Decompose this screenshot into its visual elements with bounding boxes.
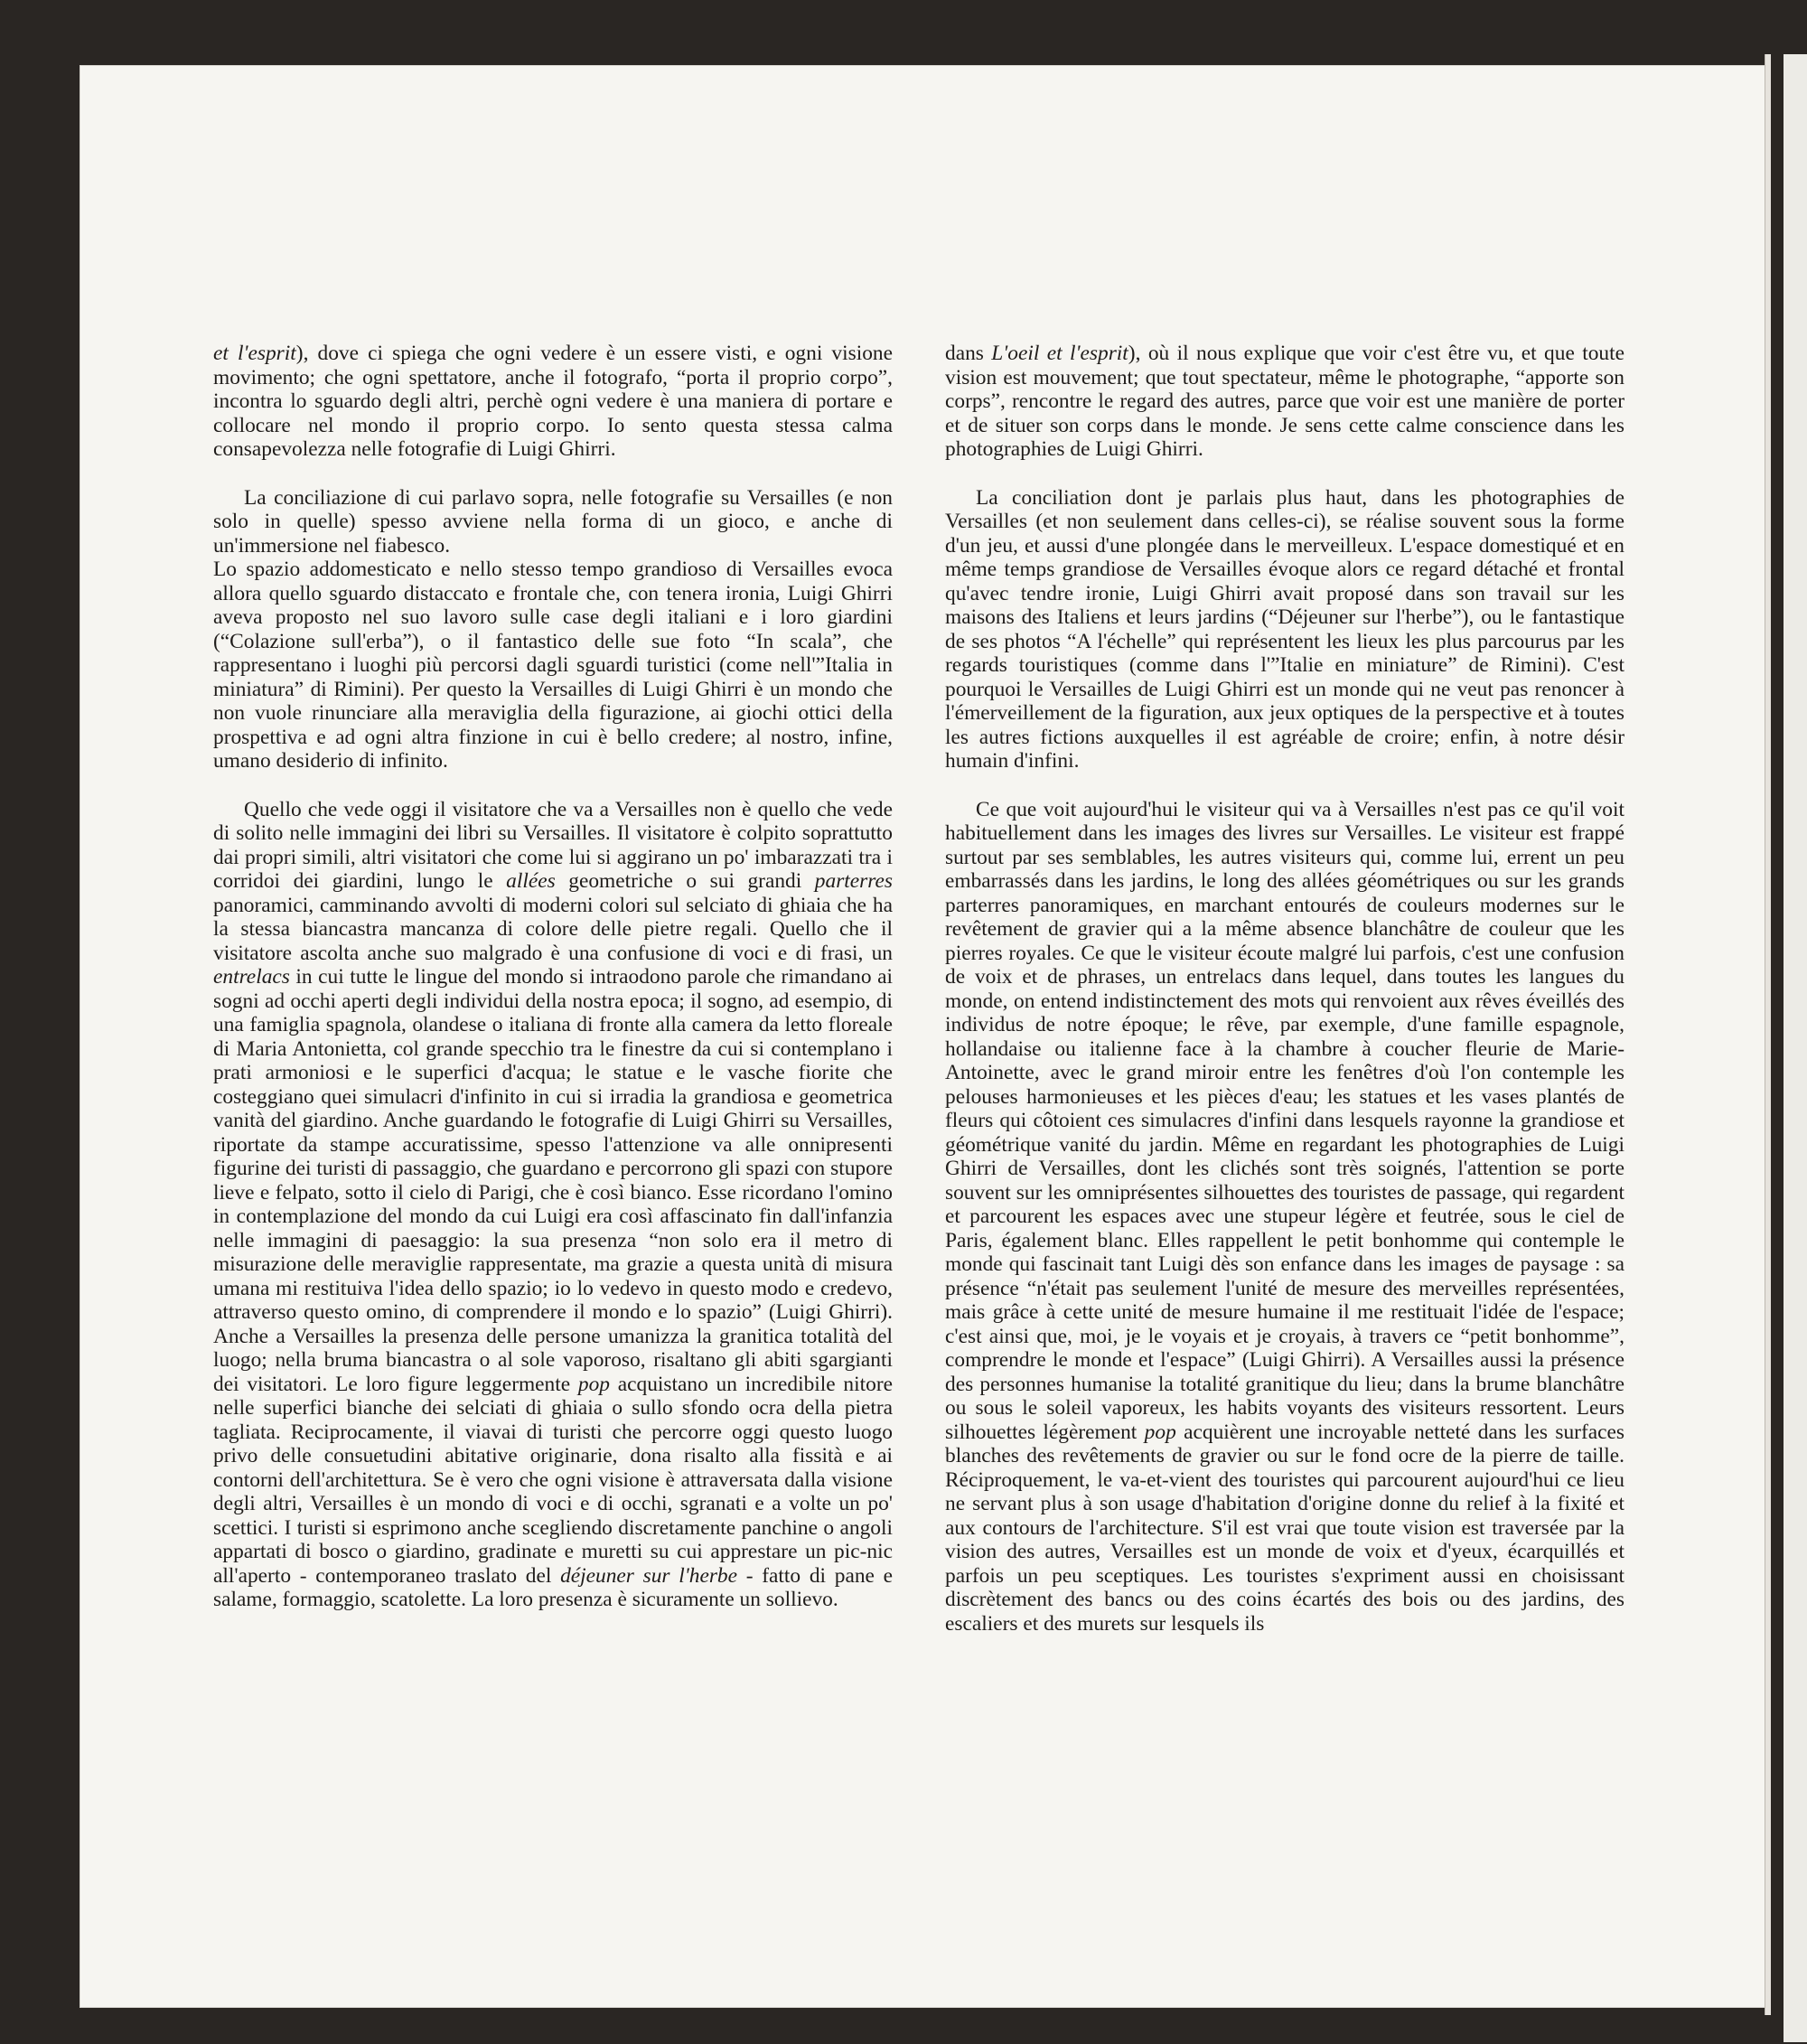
french-column bbox=[945, 342, 1624, 1660]
italic-term: pop bbox=[1144, 1420, 1176, 1444]
page-gutter bbox=[1765, 54, 1771, 2015]
french-paragraph-3: Ce que voit aujourd'hui le visiteur qui va à Versailles n'est pas ce qu'il voit habituellement dans les images des livres sur Versailles. Le visiteur est frappé surtout par ses semblables, les autres visiteurs qui, comme lui, errent un peu embarrassés dans les jardins, le long des allées géométriques ou sur les grands parterres panoramiques, en marchant entourés de couleurs modernes sur le revêtement de gravier qui a la même absence blanchâtre de couleur que les pierres royales. Ce que le visiteur écoute malgré lui parfois, c'est une confusion de voix et de phrases, un entrelacs dans lequel, dans toutes les langues du monde, on entend indistinctement des mots qui renvoient aux rêves éveillés des individus de notre époque; le rêve, par exemple, d'une famille espagnole, hollandaise ou italienne face à la chambre à coucher fleurie de Marie-Antoinette, avec le grand miroir entre les fenêtres d'où l'on contemple les pelouses harmonieuses et les pièces d'eau; les statues et les vases plantés de fleurs qui côtoient ces simulacres d'infini dans lesquels rayonne la grandiose et géométrique vanité du jardin. Même en regardant les photographies de Luigi Ghirri de Versailles, dont les clichés sont très soignés, l'attention se porte souvent sur les omniprésentes silhouettes des touristes de passage, qui regardent et parcourent les espaces avec une stupeur légère et feutrée, sous le ciel de Paris, également blanc. Elles rappellent le petit bonhomme qui contemple le monde qui fascinait tant Luigi dès son enfance dans les images de paysage : sa présence “n'était pas seulement l'unité de mesure des merveilles représentées, mais grâce à cette unité de mesure humaine il me restituait l'idée de l'espace; c'est ainsi que, moi, je le voyais et je croyais, à travers ce “petit bonhomme”, comprendre le monde et l'espace” (Luigi Ghirri). A Versailles aussi la présence des personnes humanise la totalité granitique du lieu; dans la brume blanchâtre ou sous le soleil vaporeux, les habits voyants des visiteurs ressortent. Leurs silhouettes légèrement pop acquièrent une incroyable netteté dans les surfaces blanches des revêtements de gravier ou sur le fond ocre de la pierre de taille. Réciproquement, le va-et-vient des touristes qui parcourent aujourd'hui ce lieu ne servant plus à son usage d'habitation d'origine donne du relief à la fixité et aux contours de l'architecture. S'il est vrai que toute vision est traversée par la vision des autres, Versailles est un monde de voix et d'yeux, écarquillés et parfois un peu sceptiques. Les touristes s'expriment aussi en choisissant discrètement des bancs ou des coins écartés des bois ou des jardins, des escaliers et des murets sur lesquels ils bbox=[945, 797, 1624, 1636]
french-paragraph-2: La conciliation dont je parlais plus haut, dans les photographies de Versailles (et non seulement dans celles-ci), se réalise souvent sous la forme d'un jeu, et aussi d'une plongée dans le merveilleux. L'espace domestiqué et en même temps grandiose de Versailles évoque alors ce regard détaché et frontal qu'avec tendre ironie, Luigi Ghirri avait proposé dans son travail sur les maisons des Italiens et leurs jardins (“Déjeuner sur l'herbe”), ou le fantastique de ses photos “A l'échelle” qui représentent les lieux les plus parcourus par les regards touristiques (comme dans l'”Italie en miniature” de Rimini). C'est pourquoi le Versailles de Luigi Ghirri est un monde qui ne veut pas renoncer à l'émerveillement de la figuration, aux jeux optiques de la perspective et à toutes les autres fictions auxquelles il est agréable de croire; enfin, à notre désir humain d'infini. bbox=[945, 485, 1624, 773]
italic-title: L'oeil et l'esprit bbox=[991, 342, 1128, 365]
italic-term: allées bbox=[506, 869, 556, 893]
italian-paragraph-3: Lo spazio addomesticato e nello stesso tempo grandioso di Versailles evoca allora quello sguardo distaccato e frontale che, con tenera ironia, Luigi Ghirri aveva proposto nel suo lavoro sulle case degli italiani e i loro giardini (“Colazione sull'erba”), o il fantastico delle sue foto “In scala”, che rappresentano i luoghi più percorsi dagli sguardi turistici (come nell'”Italia in miniatura” di Rimini). Per questo la Versailles di Luigi Ghirri è un mondo che non vuole rinunciare alla meraviglia della figurazione, ai giochi ottici della prospettiva e ad ogni altra finzione in cui è bello credere; al nostro, infine, umano desiderio di infinito. bbox=[213, 558, 893, 773]
italian-paragraph-4: Quello che vede oggi il visitatore che va a Versailles non è quello che vede di solito nelle immagini dei libri su Versailles. Il visitatore è colpito soprattutto dai propri simili, altri visitatori che come lui si aggirano un po' imbarazzati tra i corridoi dei giardini, lungo le allées geometriche o sui grandi parterres panoramici, camminando avvolti di moderni colori sul selciato di ghiaia che ha la stessa biancastra mancanza di colore delle pietre regali. Quello che il visitatore ascolta anche suo malgrado è una confusione di voci e di frasi, un entrelacs in cui tutte le lingue del mondo si intraodono parole che rimandano ai sogni ad occhi aperti degli individui della nostra epoca; il sogno, ad esempio, di una famiglia spagnola, olandese o italiana di fronte alla camera da letto floreale di Maria Antonietta, col grande specchio tra le finestre da cui si contemplano i prati armoniosi e le superfici d'acqua; le statue e le vasche fiorite che costeggiano quei simulacri d'infinito in cui si irradia la grandiosa e geometrica vanità del giardino. Anche guardando le fotografie di Luigi Ghirri su Versailles, riportate da stampe accuratissime, spesso l'attenzione va alle onnipresenti figurine dei turisti di passaggio, che guardano e percorrono gli spazi con stupore lieve e felpato, sotto il cielo di Parigi, che è così bianco. Esse ricordano l'omino in contemplazione del mondo da cui Luigi era così affascinato fin dall'infanzia nelle immagini di paesaggio: la sua presenza “non solo era il metro di misurazione delle meraviglie rappresentate, ma grazie a questa unità di misura umana mi restituiva l'idea dello spazio; io lo vedevo in questo modo e credevo, attraverso questo omino, di comprendere il mondo e lo spazio” (Luigi Ghirri). Anche a Versailles la presenza delle persone umanizza la granitica totalità del luogo; nella bruma biancastra o al sole vaporoso, risaltano gli abiti sgargianti dei visitatori. Le loro figure leggermente pop acquistano un incredibile nitore nelle superfici bianche dei selciati di ghiaia o sullo sfondo ocra della pietra tagliata. Reciprocamente, il viavai di turisti che percorre oggi questo luogo privo delle consuetudini abitative originarie, dona risalto alla fissità e ai contorni dell'architettura. Se è vero che ogni visione è attraversata dalla visione degli altri, Versailles è un mondo di voci e di occhi, sgranati e a volte un po' scettici. I turisti si esprimono anche scegliendo discretamente panchine o angoli appartati di bosco o giardino, gradinate e muretti su cui apprestare un pic-nic all'aperto - contemporaneo traslato del déjeuner sur l'herbe - fatto di pane e salame, formaggio, scatolette. La loro presenza è sicuramente un sollievo. bbox=[213, 797, 894, 1611]
italic-term: déjeuner sur l'herbe bbox=[560, 1563, 738, 1588]
italian-column bbox=[213, 342, 893, 1636]
italian-paragraph-1: et l'esprit), dove ci spiega che ogni vedere è un essere visti, e ogni visione movimento; che ogni spettatore, anche il fotografo, “porta il proprio corpo”, incontra lo sguardo degli altri, perchè ogni vedere è una maniera di portare e collocare nel mondo il proprio corpo. Io sento questa stessa calma consapevolezza nelle fotografie di Luigi Ghirri. bbox=[213, 342, 893, 461]
italic-term: parterres bbox=[814, 869, 893, 893]
french-paragraph-1: dans L'oeil et l'esprit), où il nous explique que voir c'est être vu, et que toute vision est mouvement; que tout spectateur, même le photographe, “apporte son corps”, rencontre le regard des autres, parce que voir est une manière de porter et de situer son corps dans le monde. Je sens cette calme conscience dans les photographies de Luigi Ghirri. bbox=[945, 342, 1624, 461]
book-edge bbox=[1784, 54, 1807, 2042]
italian-paragraph-2: La conciliazione di cui parlavo sopra, nelle fotografie su Versailles (e non solo in quelle) spesso avviene nella forma di un gioco, e anche di un'immersione nel fiabesco. bbox=[213, 485, 893, 558]
italic-term: pop bbox=[577, 1372, 610, 1396]
italic-term: entrelacs bbox=[213, 965, 290, 989]
italic-title: et l'esprit bbox=[213, 342, 296, 365]
